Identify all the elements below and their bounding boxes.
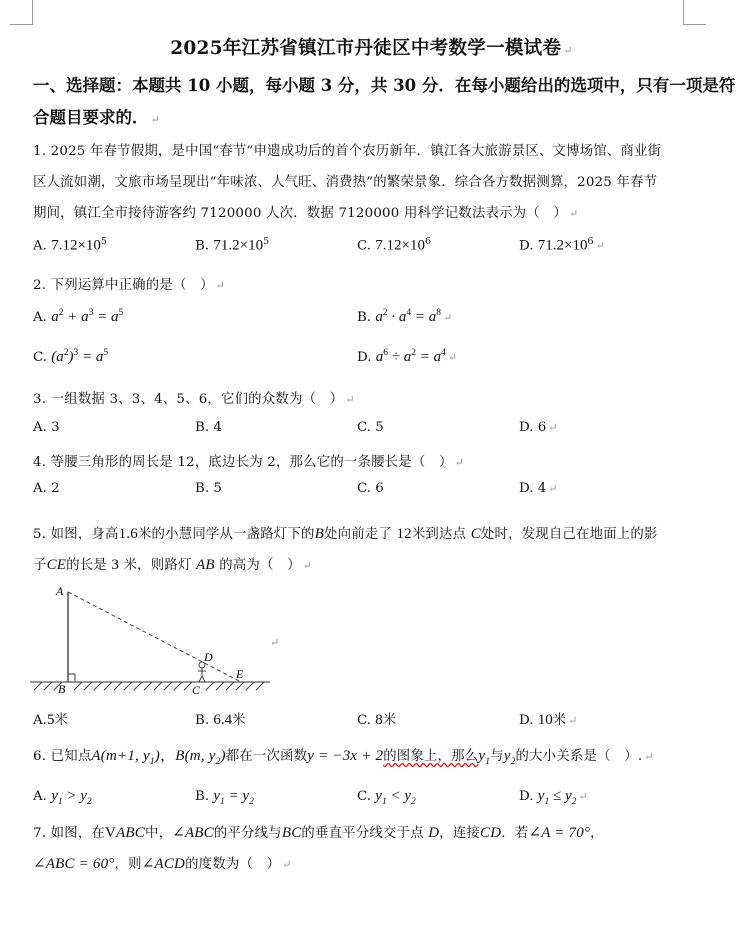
q5-line1: 5. 如图，身高1.6米的小慧同学从一盏路灯下的B处向前走了 12米到达点 C处时，发现自己在地面上的影	[33, 526, 658, 542]
q5-option-d: D. 10米 ↵	[519, 712, 578, 728]
section-heading-line2: 合题目要求的． ↵	[33, 108, 160, 127]
q2-option-b: B. $a^2 \cdot a^4 = a^8$ ↵	[357, 308, 453, 325]
q1-line3: 期间，镇江全市接待游客约 7120000 人次．数据 7120000 用科学记数法表示为（ ） ↵	[33, 206, 579, 221]
person-icon	[198, 662, 206, 682]
label-a: A	[56, 585, 64, 598]
section-heading-line1: 一、选择题：本题共 10 小题，每小题 3 分，共 30 分．在每小题给出的选项中，只有一项是符	[33, 76, 736, 95]
q7-line1: 7. 如图，在VABC中，∠ABC的平分线与BC的垂直平分线交于点 D，连接CD．若∠A = 70°，	[33, 825, 604, 841]
q1-option-c: C. $7.12\times 10^6$	[357, 236, 432, 254]
label-e: E	[236, 667, 244, 681]
q2-option-a: A. $a^2 + a^3 = a^5$	[33, 308, 124, 325]
q1-option-b: B. $71.2\times 10^5$	[195, 236, 270, 254]
q5-option-a: A.5米	[33, 712, 68, 728]
label-d: D	[204, 650, 213, 664]
q3-option-a: A. 3	[33, 420, 60, 435]
q6-option-c: C. $y_1 < y_2$	[357, 788, 416, 807]
q6-option-d: D. $y_1 \le y_2$ ↵	[519, 788, 588, 807]
q4-option-d: D. 4 ↵	[519, 481, 558, 496]
q5-option-c: C. 8米	[357, 712, 397, 728]
q4-option-a: A. 2	[33, 481, 60, 496]
q1-option-a: A. $7.12\times 10^5$	[33, 236, 107, 254]
q1-option-d: D. $71.2\times 10^6$ ↵	[519, 236, 605, 254]
q4-stem: 4. 等腰三角形的周长是 12，底边长为 2，那么它的一条腰长是（ ） ↵	[33, 455, 465, 470]
page-title: 2025年江苏省镇江市丹徒区中考数学一模试卷 ↵	[170, 38, 573, 59]
label-c: C	[192, 683, 201, 697]
q2-option-c: C. $(a^2)^3 = a^5$	[33, 348, 109, 365]
crop-mark-top-left	[10, 0, 33, 25]
q3-stem: 3. 一组数据 3、3、4、5、6，它们的众数为（ ） ↵	[33, 392, 355, 407]
label-b: B	[58, 682, 66, 696]
q1-line2: 区人流如潮，文旅市场呈现出“年味浓、人气旺、消费热”的繁荣景象．综合各方数据测算，2025 年春节	[33, 175, 658, 190]
q6-option-a: A. $y_1 > y_2$	[33, 788, 92, 807]
q4-option-b: B. 5	[195, 481, 222, 496]
q5-streetlight-figure	[30, 585, 275, 697]
crop-mark-top-right	[683, 0, 706, 25]
q6-option-b: B. $y_1 = y_2$	[195, 788, 254, 807]
q5-option-b: B. 6.4米	[195, 712, 246, 728]
q4-option-c: C. 6	[357, 481, 384, 496]
q5-line2: 子CE的长是 3 米，则路灯 AB 的高为（ ） ↵	[33, 557, 313, 573]
q6-stem: 6. 已知点A(m+1, $y_1$)，B(m, $y_2$)都在一次函数y = −3x + 2的图象上，那么$y_1$与$y_2$的大小关系是（ ）. ↵	[33, 748, 654, 767]
light-ray-dashed	[68, 592, 241, 682]
q3-option-d: D. 6 ↵	[519, 420, 558, 435]
q2-stem: 2. 下列运算中正确的是（ ） ↵	[33, 278, 226, 293]
q7-line2: ∠ABC = 60°，则∠ACD的度数为（ ） ↵	[33, 856, 292, 872]
q2-option-d: D. $a^6 \div a^2 = a^4$ ↵	[357, 348, 458, 365]
q3-option-b: B. 4	[195, 420, 222, 435]
right-angle-mark	[68, 674, 75, 682]
q3-option-c: C. 5	[357, 420, 384, 435]
q1-line1: 1. 2025 年春节假期，是中国“春节”申遗成功后的首个农历新年．镇江各大旅游景区、文博场馆、商业街	[33, 144, 662, 159]
figure-para-mark: ↵	[270, 636, 280, 649]
ground-hatching	[34, 682, 264, 690]
